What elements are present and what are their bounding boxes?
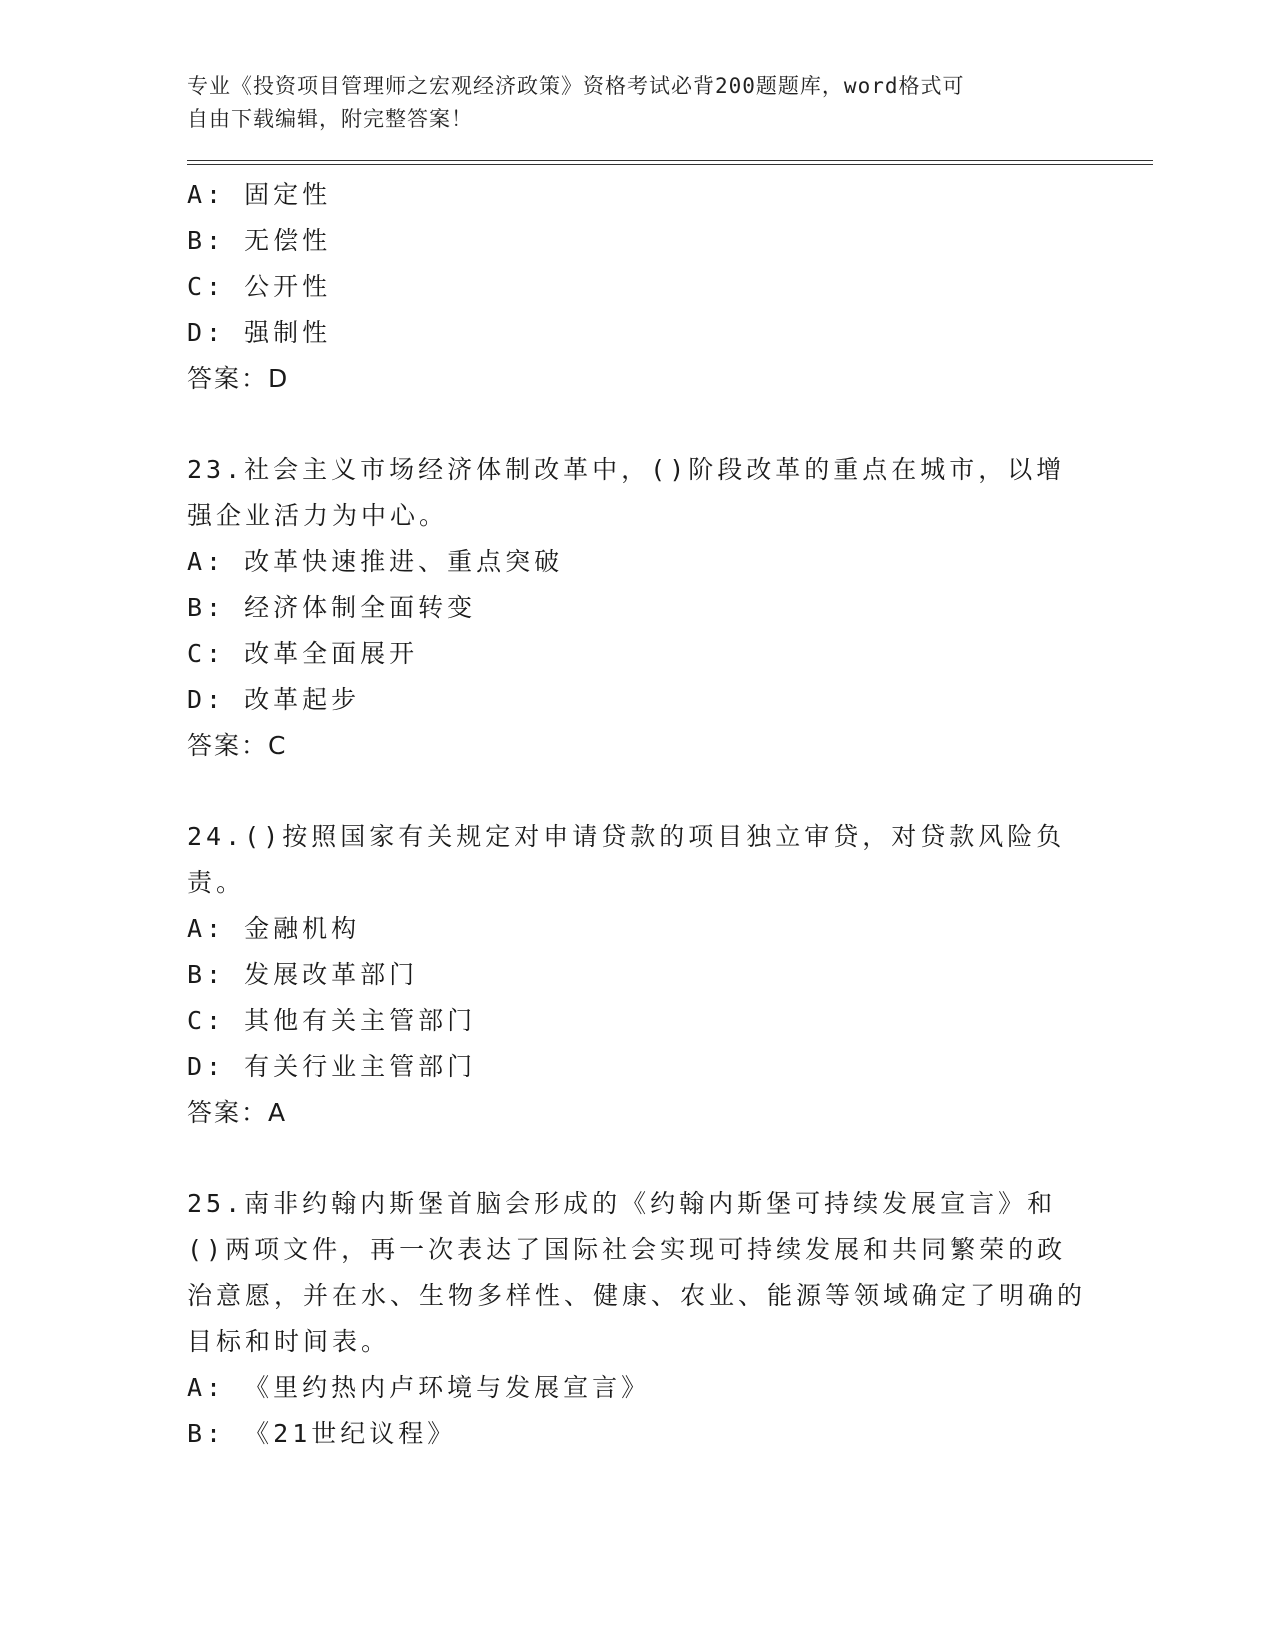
option-a: A: 固定性 — [187, 180, 332, 209]
option-d: D: 改革起步 — [187, 685, 361, 714]
option-b: B: 发展改革部门 — [187, 960, 419, 989]
header-line-1: 专业《投资项目管理师之宏观经济政策》资格考试必背200题题库，word格式可 — [187, 74, 965, 98]
answer-label: 答案：D — [187, 364, 290, 393]
document-header — [187, 70, 1067, 136]
question-25 — [187, 1181, 1157, 1457]
question-23 — [187, 447, 1157, 769]
answer-label: 答案：A — [187, 1098, 288, 1127]
question-24 — [187, 814, 1157, 1136]
option-c: C: 其他有关主管部门 — [187, 1006, 477, 1035]
option-a: A: 金融机构 — [187, 914, 361, 943]
question-text: 24.()按照国家有关规定对申请贷款的项目独立审贷，对贷款风险负责。 — [187, 822, 1066, 897]
option-d: D: 强制性 — [187, 318, 332, 347]
question-text: 23.社会主义市场经济体制改革中，()阶段改革的重点在城市，以增强企业活力为中心。 — [187, 455, 1066, 530]
header-divider — [187, 160, 1153, 165]
option-b: B: 无偿性 — [187, 226, 332, 255]
option-c: C: 公开性 — [187, 272, 332, 301]
option-b: B: 《21世纪议程》 — [187, 1419, 457, 1448]
question-text: 25.南非约翰内斯堡首脑会形成的《约翰内斯堡可持续发展宣言》和()两项文件，再一次表达了国际社会实现可持续发展和共同繁荣的政治意愿，并在水、生物多样性、健康、农业、能源等领域确定了明确的目标和时间表。 — [187, 1189, 1087, 1356]
document-page — [187, 70, 1157, 1457]
option-b: B: 经济体制全面转变 — [187, 593, 477, 622]
question-22 — [187, 172, 1157, 402]
option-a: A: 《里约热内卢环境与发展宣言》 — [187, 1373, 651, 1402]
option-c: C: 改革全面展开 — [187, 639, 419, 668]
option-d: D: 有关行业主管部门 — [187, 1052, 477, 1081]
question-list — [187, 172, 1157, 1457]
answer-label: 答案：C — [187, 731, 288, 760]
header-line-2: 自由下载编辑，附完整答案！ — [187, 107, 473, 131]
option-a: A: 改革快速推进、重点突破 — [187, 547, 564, 576]
